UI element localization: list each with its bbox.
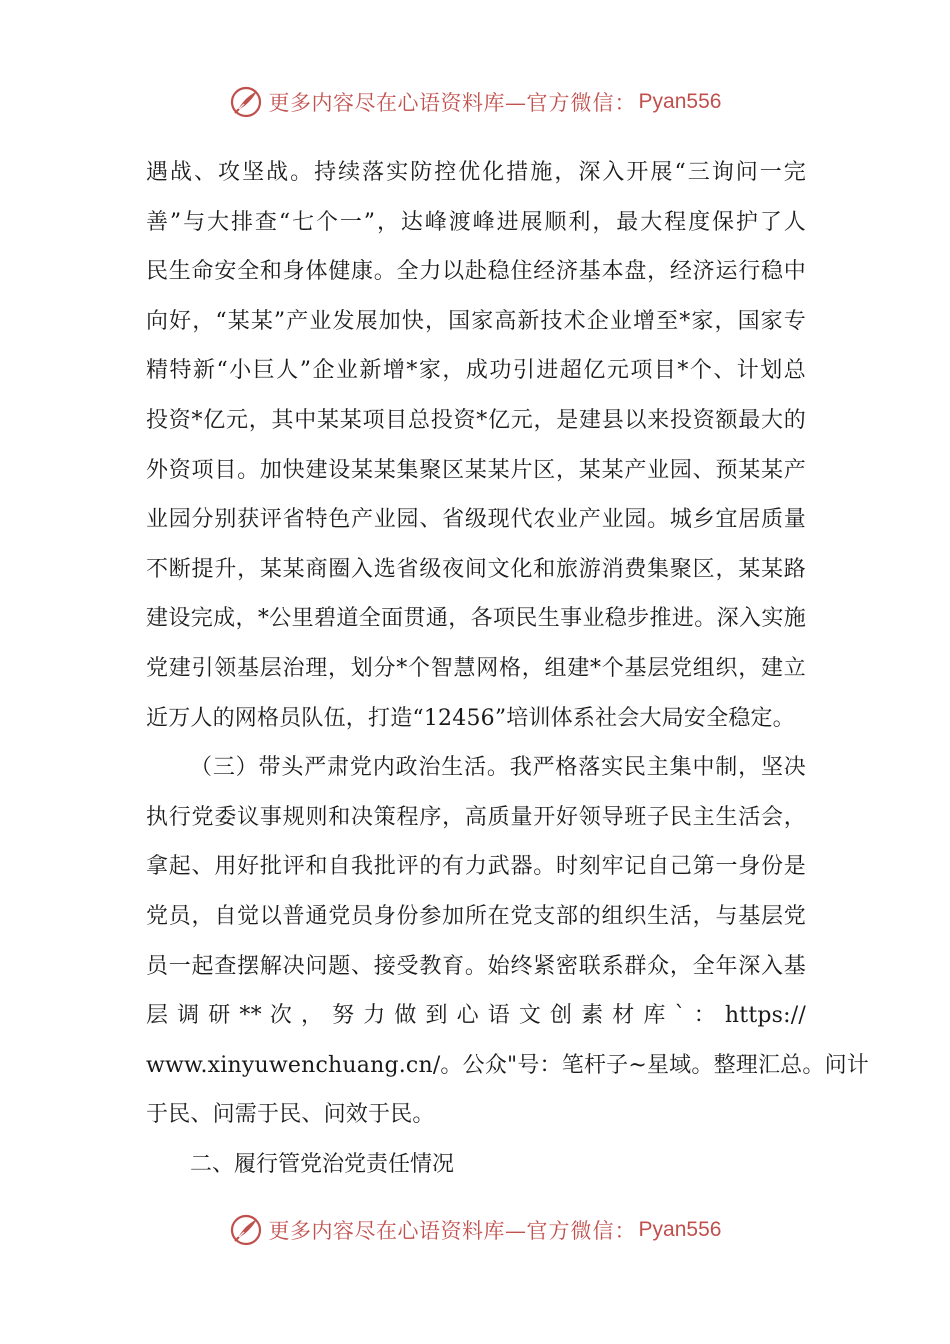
banner-wechat-id: Pyan556 xyxy=(638,1218,722,1241)
text-line: 业园分别获评省特色产业园、省级现代农业产业园。城乡宜居质量 xyxy=(146,507,806,533)
banner-text: 更多内容尽在心语资料库— xyxy=(268,1219,527,1243)
banner-wechat-label: 官方微信： xyxy=(526,1219,637,1243)
document-body xyxy=(146,148,869,1189)
banner-text: 更多内容尽在心语资料库— xyxy=(268,91,527,115)
text-line: 层 调 研 ** 次 ， 努 力 做 到 心 语 文 创 素 材 库 ` ： https:// xyxy=(146,1003,806,1029)
paragraph-2 xyxy=(146,743,869,1140)
text-line: 遇战、攻坚战。持续落实防控优化措施，深入开展“三询问一完 xyxy=(146,160,806,185)
text-line: 近万人的网格员队伍，打造“12456”培训体系社会大局安全稳定。 xyxy=(146,705,795,731)
text-line: 精特新“小巨人”企业新增*家，成功引进超亿元项目*个、计划总 xyxy=(146,358,806,384)
text-line: 不断提升，某某商圈入选省级夜间文化和旅游消费集聚区，某某路 xyxy=(146,556,806,582)
text-line: 建设完成，*公里碧道全面贯通，各项民生事业稳步推进。深入实施 xyxy=(146,606,806,632)
text-line: （三）带头严肃党内政治生活。我严格落实民主集中制，坚决 xyxy=(190,755,806,781)
quill-pen-logo-icon xyxy=(229,85,263,119)
text-line: 于民、问需于民、问效于民。 xyxy=(146,1102,435,1128)
quill-pen-logo-icon xyxy=(229,1213,263,1247)
section-heading: 二、履行管党治党责任情况 xyxy=(190,1151,455,1177)
text-line: 党员，自觉以普通党员身份参加所在党支部的组织生活，与基层党 xyxy=(146,903,806,929)
text-line: 执行党委议事规则和决策程序，高质量开好领导班子民主生活会， xyxy=(146,804,806,830)
text-line: 拿起、用好批评和自我批评的有力武器。时刻牢记自己第一身份是 xyxy=(146,854,806,880)
footer-banner xyxy=(0,1206,950,1254)
text-line: 善”与大排查“七个一”，达峰渡峰进展顺利，最大程度保护了人 xyxy=(146,209,806,235)
banner-wechat-id: Pyan556 xyxy=(638,90,722,113)
text-line: www.xinyuwenchuang.cn/。公众"号：笔杆子~星域。整理汇总。问计 xyxy=(146,1052,869,1078)
text-line: 党建引领基层治理，划分*个智慧网格，组建*个基层党组织，建立 xyxy=(146,655,806,681)
header-banner xyxy=(0,78,950,126)
text-line: 投资*亿元，其中某某项目总投资*亿元，是建县以来投资额最大的 xyxy=(146,407,806,433)
text-line: 员一起查摆解决问题、接受教育。始终紧密联系群众，全年深入基 xyxy=(146,953,806,979)
paragraph-1 xyxy=(146,148,806,743)
text-line: 外资项目。加快建设某某集聚区某某片区，某某产业园、预某某产 xyxy=(146,457,806,483)
text-line: 向好，“某某”产业发展加快，国家高新技术企业增至*家，国家专 xyxy=(146,308,806,334)
text-line: 民生命安全和身体健康。全力以赴稳住经济基本盘，经济运行稳中 xyxy=(146,259,806,285)
banner-wechat-label: 官方微信： xyxy=(526,91,637,115)
